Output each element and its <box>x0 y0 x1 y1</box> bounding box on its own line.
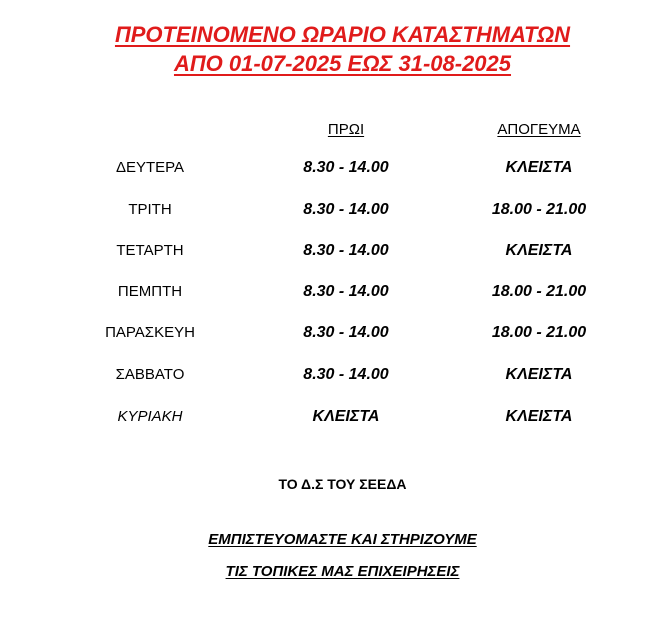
day-label: ΚΥΡΙΑΚΗ <box>117 408 183 425</box>
morning-hours: ΚΛΕΙΣΤΑ <box>312 408 380 425</box>
day-label: ΔΕΥΤΕΡΑ <box>115 159 185 176</box>
morning-hours: 8.30 - 14.00 <box>303 159 389 176</box>
afternoon-hours: ΚΛΕΙΣΤΑ <box>505 408 573 425</box>
afternoon-hours: ΚΛΕΙΣΤΑ <box>505 366 573 383</box>
day-label: ΣΑΒΒΑΤΟ <box>115 366 185 383</box>
table-row <box>0 199 665 221</box>
afternoon-hours: 18.00 - 21.00 <box>491 201 587 218</box>
date-range-title: ΑΠΟ 01-07-2025 ΕΩΣ 31-08-2025 <box>173 51 512 76</box>
page-title: ΠΡΟΤΕΙΝΟΜΕΝΟ ΩΡΑΡΙΟ ΚΑΤΑΣΤΗΜΑΤΩΝ <box>114 22 571 47</box>
afternoon-hours: 18.00 - 21.00 <box>491 283 587 300</box>
column-header-afternoon: ΑΠΟΓΕΥΜΑ <box>497 121 581 138</box>
day-label: ΠΑΡΑΣΚΕΥΗ <box>105 324 195 341</box>
table-row <box>0 157 665 179</box>
afternoon-hours: ΚΛΕΙΣΤΑ <box>505 242 573 259</box>
morning-hours: 8.30 - 14.00 <box>303 324 389 341</box>
table-row <box>0 322 665 344</box>
slogan-line-1: ΕΜΠΙΣΤΕΥΟΜΑΣΤΕ ΚΑΙ ΣΤΗΡΙΖΟΥΜΕ <box>208 531 477 548</box>
slogan-line-2: ΤΙΣ ΤΟΠΙΚΕΣ ΜΑΣ ΕΠΙΧΕΙΡΗΣΕΙΣ <box>225 563 460 580</box>
table-row <box>0 406 665 428</box>
morning-hours: 8.30 - 14.00 <box>303 366 389 383</box>
table-row <box>0 281 665 303</box>
signature: ΤΟ Δ.Σ ΤΟΥ ΣΕΕΔΑ <box>278 476 407 492</box>
table-row <box>0 240 665 262</box>
morning-hours: 8.30 - 14.00 <box>303 242 389 259</box>
day-label: ΠΕΜΠΤΗ <box>117 283 183 300</box>
column-header-morning: ΠΡΩΙ <box>327 121 365 138</box>
day-label: ΤΕΤΑΡΤΗ <box>116 242 184 259</box>
morning-hours: 8.30 - 14.00 <box>303 283 389 300</box>
afternoon-hours: ΚΛΕΙΣΤΑ <box>505 159 573 176</box>
day-label: ΤΡΙΤΗ <box>128 201 172 218</box>
morning-hours: 8.30 - 14.00 <box>303 201 389 218</box>
afternoon-hours: 18.00 - 21.00 <box>491 324 587 341</box>
table-row <box>0 364 665 386</box>
